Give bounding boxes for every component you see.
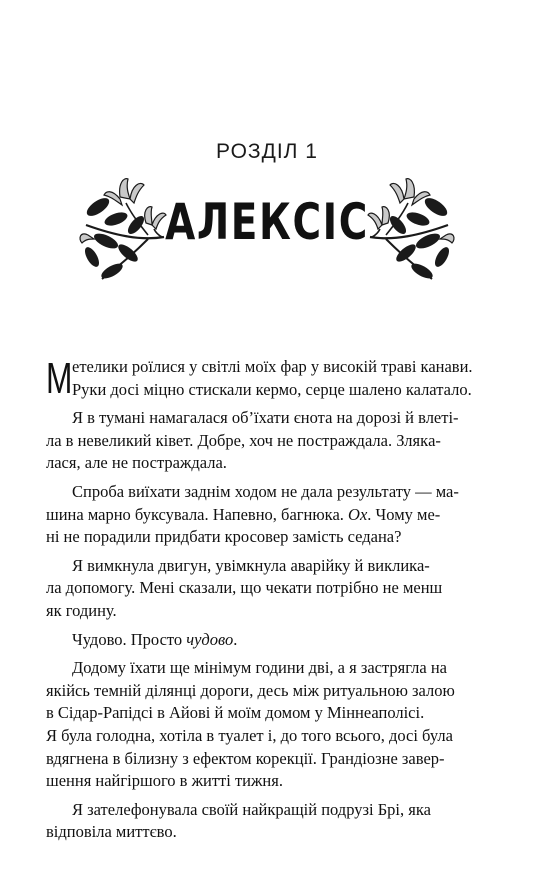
- italic-text: чудово: [186, 629, 234, 649]
- text-line: Додому їхати ще мінімум години дві, а я застрягла на: [72, 658, 447, 678]
- text-line: етелики роїлися у світлі моїх фар у високій траві канави.: [72, 357, 473, 376]
- text-run: . Чому ме-: [367, 504, 441, 524]
- text-line: якійсь темній ділянці дороги, десь між ритуальною залою: [46, 680, 455, 700]
- text-line: Я була голодна, хотіла в туалет і, до того всього, досі була: [46, 725, 453, 745]
- paragraph: [46, 407, 530, 475]
- chapter-body: [46, 356, 530, 844]
- paragraph: [46, 629, 530, 652]
- text-line: [46, 629, 530, 652]
- text-line: Я зателефонувала своїй найкращій подрузі Брі, яка: [72, 799, 431, 819]
- text-line: [46, 504, 530, 527]
- text-line: ла в невеликий ківет. Добре, хоч не постраждала. Злякa-: [46, 430, 441, 450]
- paragraph: [46, 481, 530, 549]
- text-run: Чудово. Просто: [72, 629, 187, 649]
- text-run: .: [233, 629, 238, 649]
- chapter-title: АЛЕКСІС: [165, 193, 369, 251]
- chapter-label: РОЗДІЛ 1: [216, 140, 318, 163]
- chapter-heading: [0, 175, 534, 285]
- text-line: в Сідар-Рапідсі в Айові й моїм домом у Міннеаполісі.: [46, 703, 425, 723]
- text-line: як годину.: [46, 600, 117, 620]
- drop-cap: М: [46, 354, 73, 403]
- text-line: шення найгіршого в житті тижня.: [46, 771, 283, 791]
- text-line: Я в тумані намагалася об’їхати єнота на дорозі й влеті-: [72, 408, 459, 428]
- text-line: вдягнена в білизну з ефектом корекції. Грандіозне завер-: [46, 748, 445, 768]
- text-line: лася, але не постраждала.: [46, 453, 227, 473]
- text-line: Спроба виїхати заднім ходом не дала результату — ма-: [72, 481, 459, 501]
- paragraph: [46, 555, 530, 623]
- italic-text: Ох: [348, 504, 368, 524]
- text-line: ні не порадили придбати кросовер замість седана?: [46, 527, 402, 547]
- text-line: Я вимкнула двигун, увімкнула аварійку й виклика-: [72, 555, 430, 575]
- text-run: шина марно буксувала. Напевно, багнюка.: [46, 504, 349, 524]
- paragraph: [46, 799, 530, 844]
- paragraph: [46, 657, 530, 793]
- floral-branch-icon: [366, 175, 458, 285]
- text-line: ла допомогу. Мені сказали, що чекати потрібно не менш: [46, 578, 443, 598]
- text-line: Руки досі міцно стискали кермо, серце шалено калатало.: [72, 379, 472, 399]
- paragraph: [46, 356, 530, 401]
- text-line: відповіла миттєво.: [46, 822, 177, 842]
